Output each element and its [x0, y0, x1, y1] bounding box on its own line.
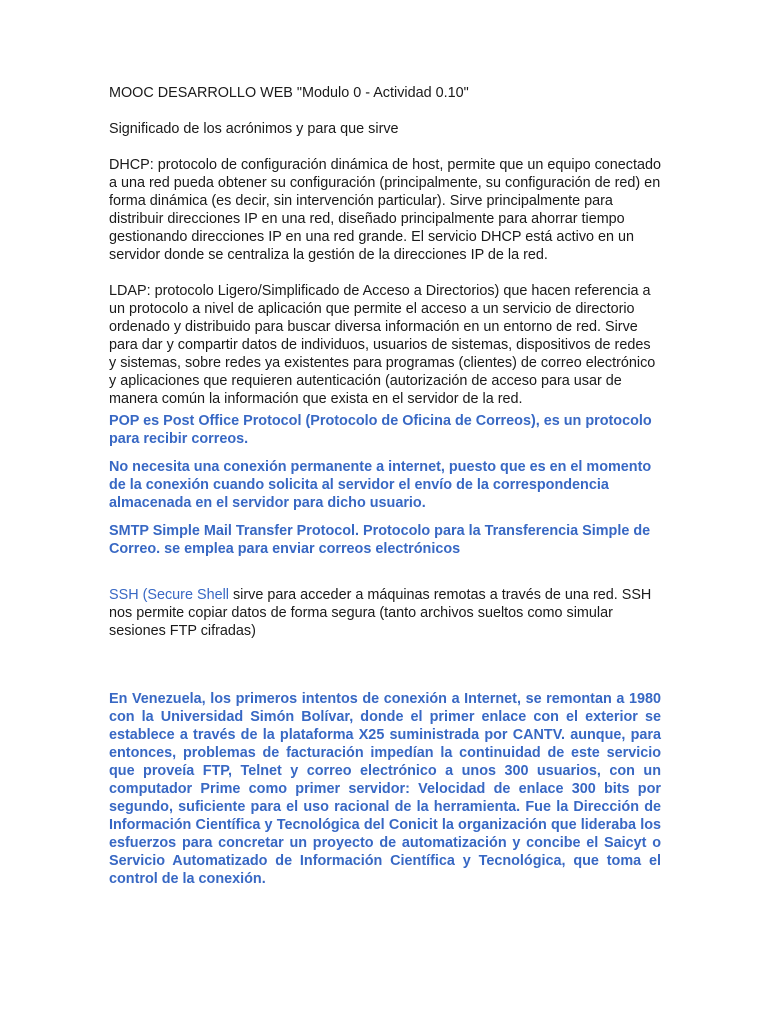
ssh-paragraph: [109, 586, 661, 640]
ssh-heading: SSH (Secure Shell: [109, 587, 229, 603]
dhcp-paragraph: DHCP: protocolo de configuración dinámica de host, permite que un equipo conectado a una red pueda obtener su configuración (principalmente, su configuración de red) en forma dinámica (es decir, sin intervención particular). Sirve principalmente para distribuir direcciones IP en una red, diseñado principalmente para ahorrar tiempo gestionando direcciones IP en una red grande. El servicio DHCP está activo en un servidor donde se centraliza la gestión de la direcciones IP de la red.: [109, 157, 661, 263]
pop-details-paragraph: No necesita una conexión permanente a internet, puesto que es en el momento de la conexión cuando solicita al servidor el envío de la correspondencia almacenada en el servidor para dicho usuario.: [109, 459, 652, 511]
ldap-paragraph: LDAP: protocolo Ligero/Simplificado de Acceso a Directorios) que hacen referencia a un protocolo a nivel de aplicación que permite el acceso a un servicio de directorio ordenado y distribuido para buscar diversa información en un entorno de red. Sirve para dar y compartir datos de individuos, usuarios de sistemas, dispositivos de redes y sistemas, sobre redes ya existentes para programas (clientes) de correo electrónico y aplicaciones que requieren autenticación (autorización de acceso para usar de manera común la información que exista en el servidor de la red.: [109, 283, 656, 407]
ssh-body: sirve para acceder a máquinas remotas a través de una red. SSH nos permite copiar datos de forma segura (tanto archivos sueltos como simular sesiones FTP cifradas): [109, 587, 652, 639]
document-page: [109, 84, 661, 888]
smtp-paragraph: SMTP Simple Mail Transfer Protocol. Protocolo para la Transferencia Simple de Correo. se emplea para enviar correos electrónicos: [109, 523, 651, 557]
document-title: MOOC DESARROLLO WEB "Modulo 0 - Actividad 0.10": [109, 85, 469, 101]
pop-paragraph: POP es Post Office Protocol (Protocolo de Oficina de Correos), es un protocolo para recibir correos.: [109, 413, 652, 447]
venezuela-history-paragraph: En Venezuela, los primeros intentos de conexión a Internet, se remontan a 1980 con la Universidad Simón Bolívar, donde el primer enlace con el exterior se establece a través de la plataforma X25 suministrada por CANTV. aunque, para entonces, problemas de facturación impedían la continuidad de este servicio que proveía FTP, Telnet y correo electrónico a unos 300 usuarios, con un computador Prime como primer servidor: Velocidad de enlace 300 bits por segundo, suficiente para el uso racional de la herramienta. Fue la Dirección de Información Científica y Tecnológica del Conicit la organización que lideraba los esfuerzos para concretar un proyecto de automatización y concibe el Saicyt o Servicio Automatizado de Información Científica y Tecnológica, que toma el control de la conexión.: [109, 691, 661, 887]
document-subtitle: Significado de los acrónimos y para que sirve: [109, 121, 399, 137]
